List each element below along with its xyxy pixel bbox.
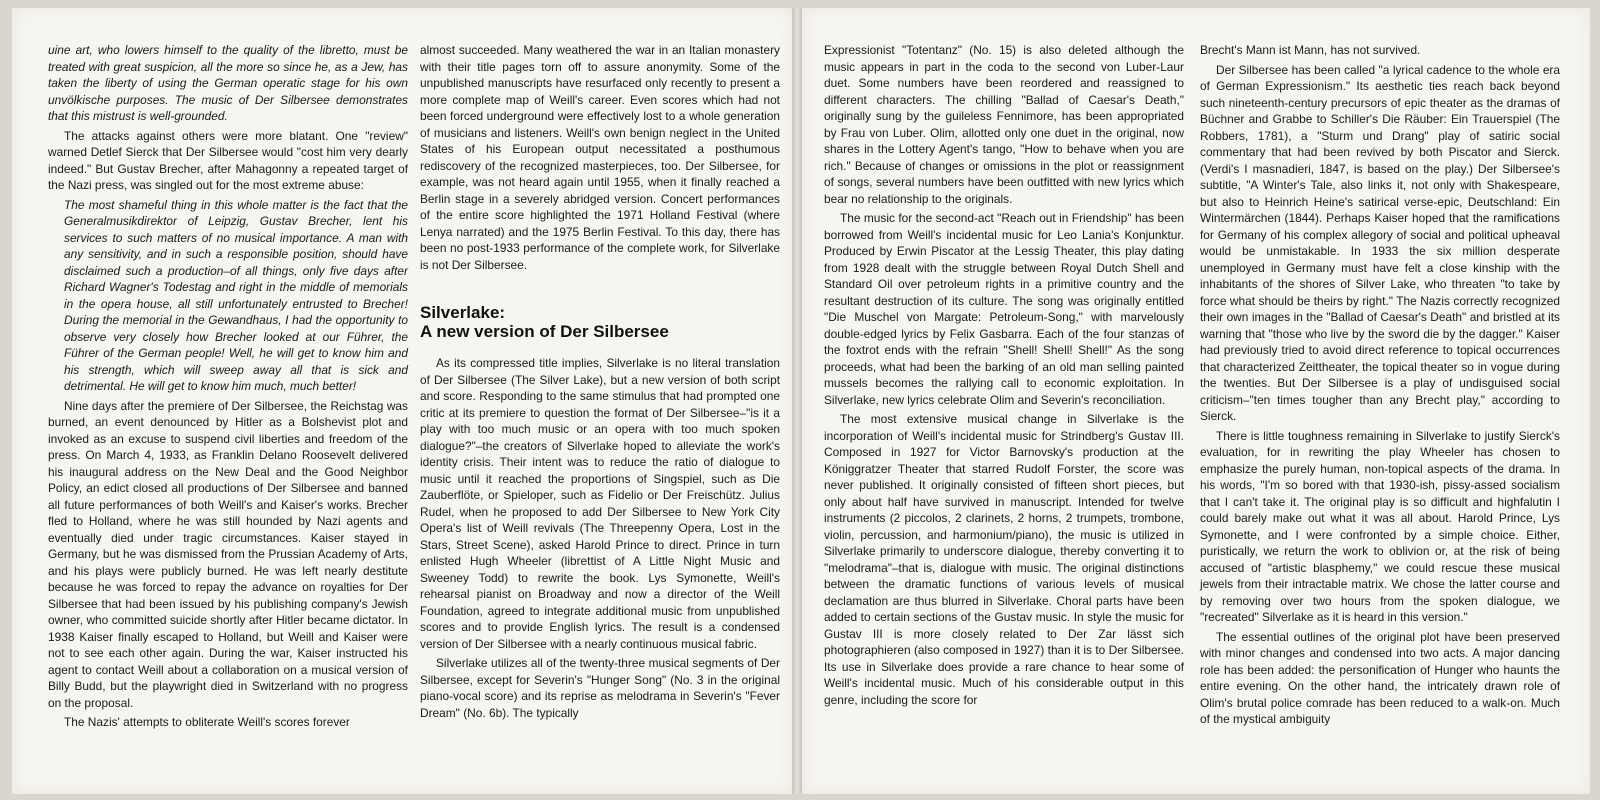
paragraph: The essential outlines of the original plot have been preserved with minor changes and condensed into two acts. A major dancing role has been added: the personification of Hunger who haunts the entire evening. On the other hand, the intricately drawn role of Olim's brutal police comrade has been reduced to a walk-on. Much of the mystical ambiguity	[1200, 629, 1560, 726]
right-page-column-2	[1200, 42, 1560, 728]
paragraph: uine art, who lowers himself to the quality of the libretto, must be treated with great suspicion, all the more so since he, as a Jew, has taken the liberty of using the German operatic stage for his own unvölkische purposes. The music of Der Silbersee demonstrates that this mistrust is well-grounded.	[48, 43, 408, 123]
heading-line-1: Silverlake:	[420, 303, 506, 322]
paragraph: The most extensive musical change in Silverlake is the incorporation of Weill's incidental music for Strindberg's Gustav III. Composed in 1927 for Victor Barnovsky's production at the Königgratzer Theater that starred Rudolf Forster, the score was never published. It originally consisted of fifteen short pieces, but only about half have survived in manuscript. Intended for twelve instruments (2 piccolos, 2 clarinets, 2 horns, 2 trumpets, trombone, violin, percussion, and harmonium/piano), the music is utilized in Silverlake primarily to underscore dialogue, thereby converting it to "melodrama"–that is, dialogue with music. The original distinctions between the dramatic functions of various levels of musical declamation are thus blurred in Silverlake. Choral parts have been added to certain sections of the Gustav music. In style the music for Gustav III is more closely related to Der Zar lässt sich photographieren (also composed in 1927) than it is to Der Silbersee. Its use in Silverlake does provide a rare chance to hear some of Weill's incidental music. Much of his considerable output in this genre, including the score for	[824, 412, 1184, 707]
book-gutter	[792, 8, 802, 794]
paragraph: As its compressed title implies, Silverlake is no literal translation of Der Silbersee (The Silver Lake), but a new version of both script and score. Responding to the same stimulus that had prompted one critic at its premiere to question the format of Der Silbersee–"is it a play with too much music or an opera with too much spoken dialogue?"–the creators of Silverlake hoped to alleviate the work's identity crisis. Their intent was to reduce the ratio of dialogue to music until it reached the proportions of Singspiel, such as Die Zauberflöte, or Spieloper, such as Fidelio or Der Freischütz. Julius Rudel, when he proposed to add Der Silbersee to New York City Opera's list of Weill revivals (The Threepenny Opera, Lost in the Stars, Street Scene), asked Harold Prince to direct. Prince in turn enlisted Hugh Wheeler (librettist of A Little Night Music and Sweeney Todd) to rewrite the book. Lys Symonette, Weill's rehearsal pianist on Broadway and now a director of the Weill Foundation, agreed to integrate additional music from unpublished scores and to provide English lyrics. The result is a condensed version of Der Silbersee with a nearly continuous musical fabric.	[420, 356, 780, 651]
paragraph: Expressionist "Totentanz" (No. 15) is also deleted although the music appears in part in the coda to the second von Luber-Laur duet. Some numbers have been reordered and reassigned to different characters. The chilling "Ballad of Caesar's Death," originally sung by the guileless Fennimore, has been appropriated by Frau von Luber. Olim, allotted only one duet in the original, now shares in the Lottery Agent's tango, "How to behave when you are rich." Because of changes or omissions in the plot or reassignment of songs, several numbers have been outfitted with new lyrics which bear no relationship to the originals.	[824, 43, 1184, 206]
left-page-column-1	[48, 42, 408, 731]
paragraph: The music for the second-act "Reach out in Friendship" has been borrowed from Weill's incidental music for Leo Lania's Konjunktur. Produced by Erwin Piscator at the Lessig Theater, this play dating from 1928 dealt with the struggle between Royal Dutch Shell and Standard Oil over petroleum rights in a primitive country and the resultant destruction of its culture. The song was originally entitled "Die Muschel von Margate: Petroleum-Song," with marvelously double-edged lyrics by Felix Gasbarra. Each of the four stanzas of the foxtrot ends with the refrain "Shell! Shell! Shell!" As the song proceeds, what had been the barking of an old man selling painted mussels becomes the rallying call to economic exploitation. In Silverlake, new lyrics celebrate Olim and Severin's reconciliation.	[824, 211, 1184, 407]
paragraph: The Nazis' attempts to obliterate Weill's scores forever	[64, 715, 350, 729]
paragraph: almost succeeded. Many weathered the war in an Italian monastery with their title pages torn off to assure anonymity. Some of the unpublished manuscripts have resurfaced only recently to present a more complete map of Weill's career. Even scores which had not been forced underground were effectively lost to a whole generation of musicians and listeners. Weill's own benign neglect in the United States of his European output necessitated a posthumous rediscovery of the recognized masterpieces, too. Der Silbersee, for example, was not heard again until 1955, when it finally reached a Berlin stage in a severely abridged version. Concert performances of the entire score highlighted the 1971 Holland Festival (where Lenya narrated) and the 1975 Berlin Festival. To this day, there has been no post-1933 performance of the complete work, for Silverlake is not Der Silbersee.	[420, 43, 780, 272]
section-heading	[420, 303, 780, 341]
paragraph: Silverlake utilizes all of the twenty-three musical segments of Der Silbersee, except for Severin's "Hunger Song" (No. 3 in the original piano-vocal score) and its reprise as melodrama in Severin's "Fever Dream" (No. 6b). The typically	[420, 656, 780, 720]
right-page	[802, 8, 1590, 794]
paragraph: Brecht's Mann ist Mann, has not survived.	[1200, 43, 1421, 57]
left-page-column-2	[420, 42, 780, 721]
right-page-column-1	[824, 42, 1184, 708]
paragraph: The attacks against others were more blatant. One "review" warned Detlef Sierck that Der Silbersee would "cost him very dearly indeed." But Gustav Brecher, after Mahagonny a repeated target of the Nazi press, was singled out for the most extreme abuse:	[48, 128, 408, 192]
paragraph: There is little toughness remaining in Silverlake to justify Sierck's evaluation, for in rewriting the play Wheeler has chosen to emphasize the purely human, non-topical aspects of the drama. In his words, "I'm so bored with that 1930-ish, pissy-assed socialism that I can't take it. The original play is so difficult and highfalutin I could barely make out what it was all about. Harold Prince, Lys Symonette, and I were confronted by a simple choice. Either, puristically, we return the work to oblivion or, at the risk of being accused of "artistic blasphemy," we could rescue these musical jewels from their intractable matrix. We chose the latter course and by removing over two hours from the spoken dialogue, we "recreated" Silverlake as it is heard in this version."	[1200, 428, 1560, 624]
block-quote: The most shameful thing in this whole matter is the fact that the Generalmusikdirektor of Leipzig, Gustav Brecher, lent his services to such matters of no musical importance. A man with any sensitivity, and in such a responsible position, should have disclaimed such a production–of all things, only five days after Richard Wagner's Todestag and right in the middle of memorials in the opera house, all still unfortunately entrusted to Brecher! During the memorial in the Gewandhaus, I had the opportunity to observe very closely how Brecher looked at our Führer, the Führer of the German people! Well, he will get to know him and his strength, which will sweep away all that is sick and detrimental. He will get to know him much, much better!	[64, 197, 408, 393]
heading-line-2: A new version of Der Silbersee	[420, 322, 669, 341]
paragraph: Nine days after the premiere of Der Silbersee, the Reichstag was burned, an event denounced by Hitler as a Bolshevist plot and invoked as an excuse to suspend civil liberties and freedom of the press. On March 4, 1933, as Franklin Delano Roosevelt delivered his inaugural address on the New Deal and the Good Neighbor Policy, an edict closed all productions of Der Silbersee and banned all future performances of both Weill's and Kaiser's works. Brecher fled to Holland, where he was still hounded by Nazi agents and eventually died under tragic circumstances. Kaiser stayed in Germany, but he was dismissed from the Prussian Academy of Arts, and his plays were publicly burned. He was left nearly destitute because he was forced to repay the advance on royalties for Der Silbersee that had been issued by his publishing company's Jewish owner, who committed suicide shortly after Hitler became dictator. In 1938 Kaiser finally escaped to Holland, but Weill and Kaiser were not to see each other again. During the war, Kaiser instructed his agent to contact Weill about a collaboration on a musical version of Billy Budd, but the playwright died in Switzerland with no progress on the proposal.	[48, 398, 408, 710]
left-page	[12, 8, 792, 794]
paragraph: Der Silbersee has been called "a lyrical cadence to the whole era of German Expressionism." Its aesthetic ties reach back beyond such nineteenth-century precursors of epic theater as the dramas of Büchner and Grabbe to Schiller's Die Räuber: Ein Trauerspiel (The Robbers, 1781), a "Sturm und Drang" play of satiric social commentary that had been revived by both Piscator and Sierck. (Verdi's I masnadieri, 1847, is based on the play.) Der Silbersee's subtitle, "A Winter's Tale, also links it, not only with Shakespeare, but also to Heinrich Heine's satirical verse-epic, Deutschland: Ein Wintermärchen (1844). Perhaps Kaiser hoped that the ramifications for Germany of his complex allegory of social and political upheaval would be unmistakable. In 1933 the six million desperate unemployed in Germany must have felt a close kinship with the inhabitants of the shores of Silver Lake, who threaten "to take by force what should be theirs by right." The Nazis correctly recognized their own images in the "Ballad of Caesar's Death" and bristled at its warning that "those who live by the sword die by the dagger." Kaiser had previously tried to avoid direct reference to topical occurrences that characterized Zeittheater, the topical theater so in vogue during the twenties. But Der Silbersee is a play of undisguised social criticism–"ten times tougher than any Brecht play," according to Sierck.	[1200, 62, 1560, 423]
